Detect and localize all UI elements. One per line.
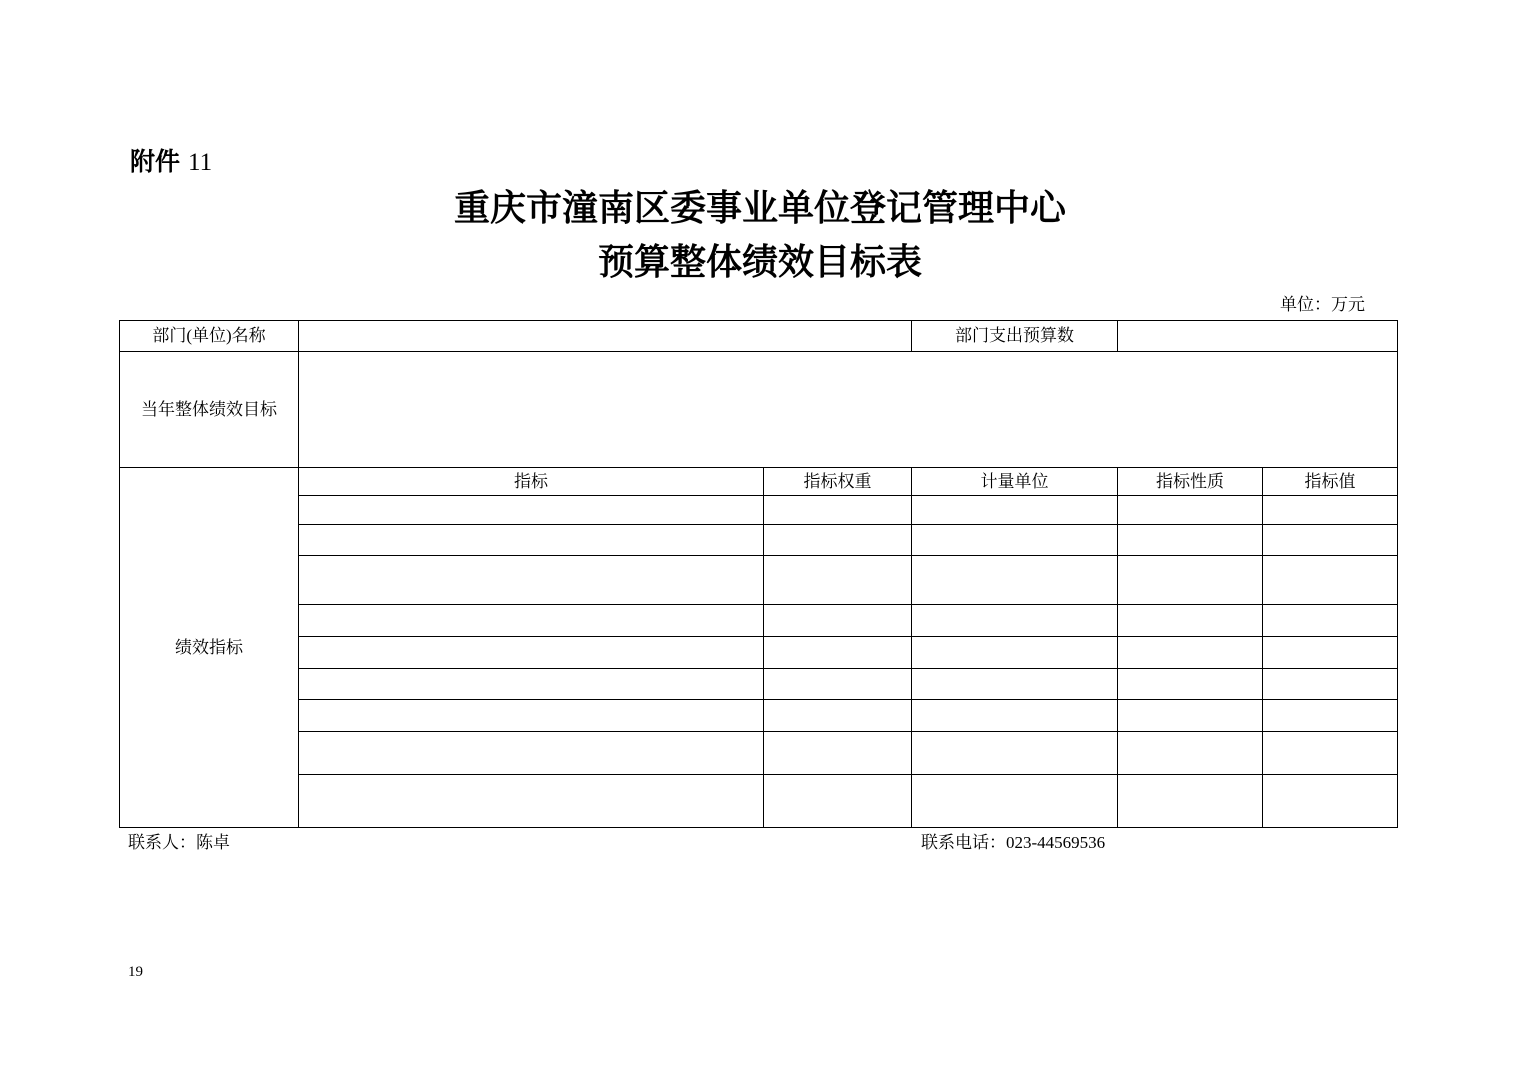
budget-label: 部门支出预算数 — [912, 321, 1118, 352]
indicator-cell-indicator — [299, 496, 764, 525]
header-weight: 指标权重 — [764, 468, 912, 496]
indicator-cell-indicator — [299, 637, 764, 669]
indicator-cell-value — [1263, 637, 1398, 669]
indicators-label: 绩效指标 — [120, 468, 299, 828]
indicator-cell-unit — [912, 605, 1118, 637]
indicator-cell-weight — [764, 525, 912, 556]
indicator-row — [120, 605, 1398, 637]
indicator-cell-unit — [912, 732, 1118, 775]
indicator-cell-value — [1263, 496, 1398, 525]
contact-person: 联系人：陈卓 — [128, 833, 230, 852]
indicator-cell-nature — [1118, 700, 1263, 732]
document-title-line1: 重庆市潼南区委事业单位登记管理中心 — [453, 188, 1066, 228]
indicator-row — [120, 556, 1398, 605]
indicator-cell-nature — [1118, 669, 1263, 700]
indicator-cell-indicator — [299, 775, 764, 828]
indicator-cell-value — [1263, 605, 1398, 637]
attachment-number: 11 — [188, 149, 213, 176]
indicator-row — [120, 525, 1398, 556]
indicator-row — [120, 496, 1398, 525]
header-nature: 指标性质 — [1118, 468, 1263, 496]
header-indicator: 指标 — [299, 468, 764, 496]
indicator-cell-weight — [764, 700, 912, 732]
indicator-cell-unit — [912, 556, 1118, 605]
dept-row — [120, 321, 1398, 352]
indicator-cell-indicator — [299, 556, 764, 605]
indicator-cell-unit — [912, 496, 1118, 525]
attachment-label: 附件 — [130, 147, 181, 176]
indicator-cell-weight — [764, 496, 912, 525]
indicator-cell-indicator — [299, 669, 764, 700]
indicator-cell-value — [1263, 775, 1398, 828]
header-unit: 计量单位 — [912, 468, 1118, 496]
indicator-row — [120, 700, 1398, 732]
indicator-row — [120, 669, 1398, 700]
indicator-cell-unit — [912, 525, 1118, 556]
annual-goal-label: 当年整体绩效目标 — [120, 352, 299, 468]
indicator-cell-nature — [1118, 525, 1263, 556]
indicator-cell-value — [1263, 700, 1398, 732]
dept-name-label: 部门(单位)名称 — [120, 321, 299, 352]
indicator-cell-value — [1263, 669, 1398, 700]
budget-value — [1118, 321, 1398, 352]
indicator-row — [120, 775, 1398, 828]
indicator-cell-value — [1263, 556, 1398, 605]
indicator-cell-unit — [912, 700, 1118, 732]
indicator-cell-nature — [1118, 637, 1263, 669]
indicator-cell-nature — [1118, 605, 1263, 637]
contact-phone: 联系电话：023-44569536 — [921, 833, 1106, 852]
indicator-cell-nature — [1118, 496, 1263, 525]
indicator-cell-value — [1263, 732, 1398, 775]
attachment-heading — [130, 146, 212, 179]
indicator-header-row — [120, 468, 1398, 496]
indicator-cell-weight — [764, 556, 912, 605]
indicator-cell-indicator — [299, 732, 764, 775]
indicator-cell-unit — [912, 669, 1118, 700]
indicator-cell-nature — [1118, 775, 1263, 828]
indicator-cell-weight — [764, 637, 912, 669]
annual-goal-row — [120, 352, 1398, 468]
indicator-cell-value — [1263, 525, 1398, 556]
indicator-cell-weight — [764, 775, 912, 828]
header-value: 指标值 — [1263, 468, 1398, 496]
dept-name-value — [299, 321, 912, 352]
document-title-line2: 预算整体绩效目标表 — [597, 242, 922, 282]
indicator-cell-indicator — [299, 525, 764, 556]
indicator-cell-weight — [764, 732, 912, 775]
indicator-cell-unit — [912, 775, 1118, 828]
indicator-cell-indicator — [299, 700, 764, 732]
performance-target-table — [119, 320, 1398, 828]
unit-note: 单位：万元 — [1280, 295, 1365, 314]
indicator-row — [120, 732, 1398, 775]
indicator-cell-weight — [764, 605, 912, 637]
indicator-cell-weight — [764, 669, 912, 700]
indicator-cell-nature — [1118, 732, 1263, 775]
indicator-cell-unit — [912, 637, 1118, 669]
indicator-cell-nature — [1118, 556, 1263, 605]
indicator-cell-indicator — [299, 605, 764, 637]
page-number: 19 — [128, 964, 143, 980]
indicator-row — [120, 637, 1398, 669]
annual-goal-value — [299, 352, 1398, 468]
